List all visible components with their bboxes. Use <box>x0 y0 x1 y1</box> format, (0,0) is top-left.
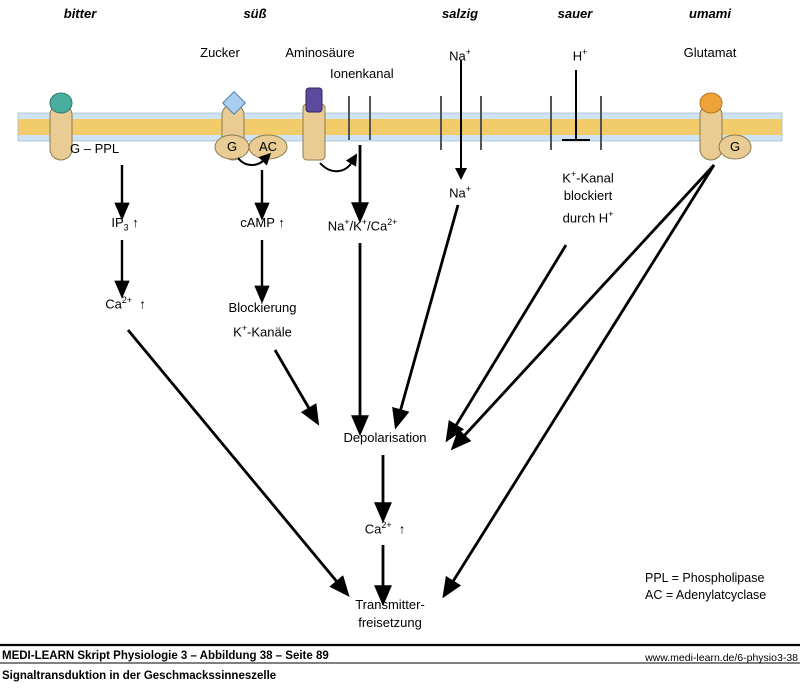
arrow-g-to-ac <box>238 158 264 165</box>
label-ions: $Na^+/K^+/Ca^{2+}$ <box>327 217 398 234</box>
label-ionenkanal: Ionenkanal <box>330 66 394 81</box>
column-header-bitter: bitter <box>63 6 97 21</box>
column-header-salzig: salzig <box>441 6 479 21</box>
receptor-umami <box>700 93 722 160</box>
arrow-receptor-to-channel <box>320 162 352 171</box>
label-g-ppl: G – PPL <box>70 141 120 156</box>
column-header-umami: umami <box>689 6 731 21</box>
column-header-suess: süß <box>243 6 267 21</box>
arrow-blockierung-to-depol <box>275 350 310 410</box>
arrow-umami-to-transmitter <box>452 165 714 583</box>
stimulus-label-glutamat: Glutamat <box>683 45 737 60</box>
stimulus-label-proton: H+ <box>572 47 588 64</box>
label-transmitterfreisetzung: Transmitter- freisetzung <box>355 597 425 630</box>
stimulus-label-aminosaeure: Aminosäure <box>285 45 355 60</box>
legend-ppl: PPL = Phospholipase <box>645 571 765 585</box>
label-g-suess: G <box>226 139 238 154</box>
label-depolarisation: Depolarisation <box>343 430 427 445</box>
footer-caption: Signaltransduktion in der Geschmackssinneszelle <box>2 670 277 682</box>
label-g-umami: G <box>729 139 741 154</box>
stimulus-label-natrium: Na+ <box>449 47 471 64</box>
label-ac: AC <box>258 139 278 154</box>
arrow-kblock-to-depol <box>455 245 566 427</box>
stimulus-label-zucker: Zucker <box>200 45 240 60</box>
legend-ac: AC = Adenylatcyclase <box>645 588 767 602</box>
label-calcium-final: $Ca^{2+}$ ↑ <box>364 520 406 537</box>
cell-membrane <box>18 113 782 141</box>
label-camp: cAMP ↑ <box>240 215 285 230</box>
label-blockierung: Blockierung K+-Kanäle <box>228 300 297 340</box>
column-header-sauer: sauer <box>557 6 593 21</box>
arrow-na-to-depol <box>400 205 458 412</box>
label-natrium-influx: Na+ <box>449 184 471 201</box>
label-ip3: $IP_3$ ↑ <box>111 215 139 233</box>
receptor-bitter <box>50 93 72 160</box>
label-k-kanal-blockiert: K+-Kanal blockiert durch H+ <box>562 169 614 226</box>
arrow-ca-to-transmitter <box>128 330 338 583</box>
footer-url[interactable]: www.medi-learn.de/6-physio3-38 <box>645 652 798 664</box>
footer-source: MEDI-LEARN Skript Physiologie 3 – Abbildung 38 – Seite 89 <box>2 650 329 662</box>
label-calcium-bitter: $Ca^{2+}$ ↑ <box>105 295 146 312</box>
